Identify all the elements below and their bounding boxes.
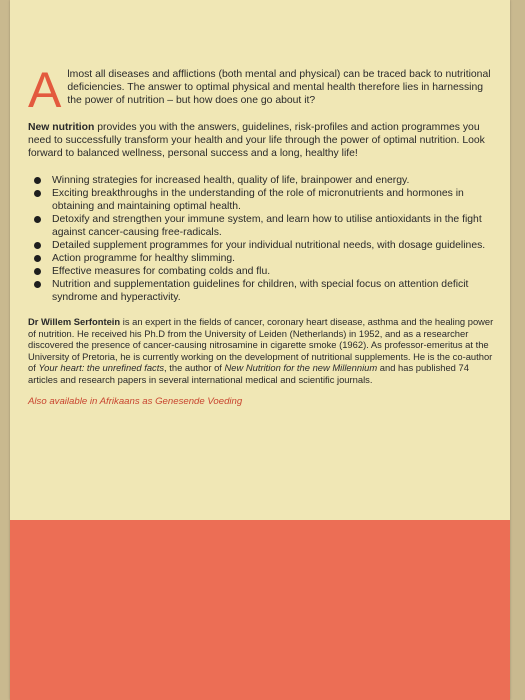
drop-cap: A [28,62,62,118]
author-bio: Dr Willem Serfontein is an expert in the fields of cancer, coronary heart disease, asthma and the healing power of nutrition. He received his Ph.D from the University of Leiden (Netherlands) in 1952, and as a researcher discovered the presence of cancer-causing nitrosamine in cigarette smoke (1962). As professor-emeritus at the University of Pretoria, he is currently working on the development of nutritional supplements. He is the co-author of Your heart: the unrefined facts, the author of New Nutrition for the new Millennium and has published 74 articles and research papers in several international medical and scientific journals. [28,316,494,385]
bullet-icon [34,177,41,184]
list-item: Action programme for healthy slimming. [28,252,494,265]
list-item: Detoxify and strengthen your immune system, and learn how to utilise antioxidants in the fight against cancer-causing free-radicals. [28,213,494,239]
feature-list [28,174,494,304]
list-item: Winning strategies for increased health, quality of life, brainpower and energy. [28,174,494,187]
list-item: Nutrition and supplementation guidelines for children, with special focus on attention deficit syndrome and hyperactivity. [28,278,494,304]
color-band [10,520,510,700]
intro-text: lmost all diseases and afflictions (both mental and physical) can be traced back to nutritional deficiencies. The answer to optimal physical and mental health therefore lies in harnessing the power of nutrition – but how does one go about it? [67,69,491,106]
bullet-icon [34,190,41,197]
book-title-lead: New nutrition [28,122,95,133]
intro-paragraph [28,62,494,118]
also-available-note: Also available in Afrikaans as Genesende Voeding [28,396,243,408]
back-cover [10,0,510,700]
description-paragraph [28,121,494,160]
book-title: New Nutrition for the new Millennium [224,362,378,374]
bullet-icon [34,268,41,275]
bullet-icon [34,242,41,249]
bullet-icon [34,281,41,288]
cover-text [28,62,494,418]
book-title: Your heart: the unrefined facts [38,362,165,374]
list-item: Effective measures for combating colds and flu. [28,265,494,278]
bullet-icon [34,216,41,223]
list-item: Exciting breakthroughs in the understanding of the role of micronutrients and hormones in obtaining and maintaining optimal health. [28,187,494,213]
list-item: Detailed supplement programmes for your individual nutritional needs, with dosage guidelines. [28,239,494,252]
author-name: Dr Willem Serfontein [28,316,121,327]
description-text: provides you with the answers, guidelines, risk-profiles and action programmes you need to successfully transform your health and your life through the power of optimal nutrition. Look forward to balanced wellness, personal success and a long, healthy life! [28,122,485,159]
bullet-icon [34,255,41,262]
